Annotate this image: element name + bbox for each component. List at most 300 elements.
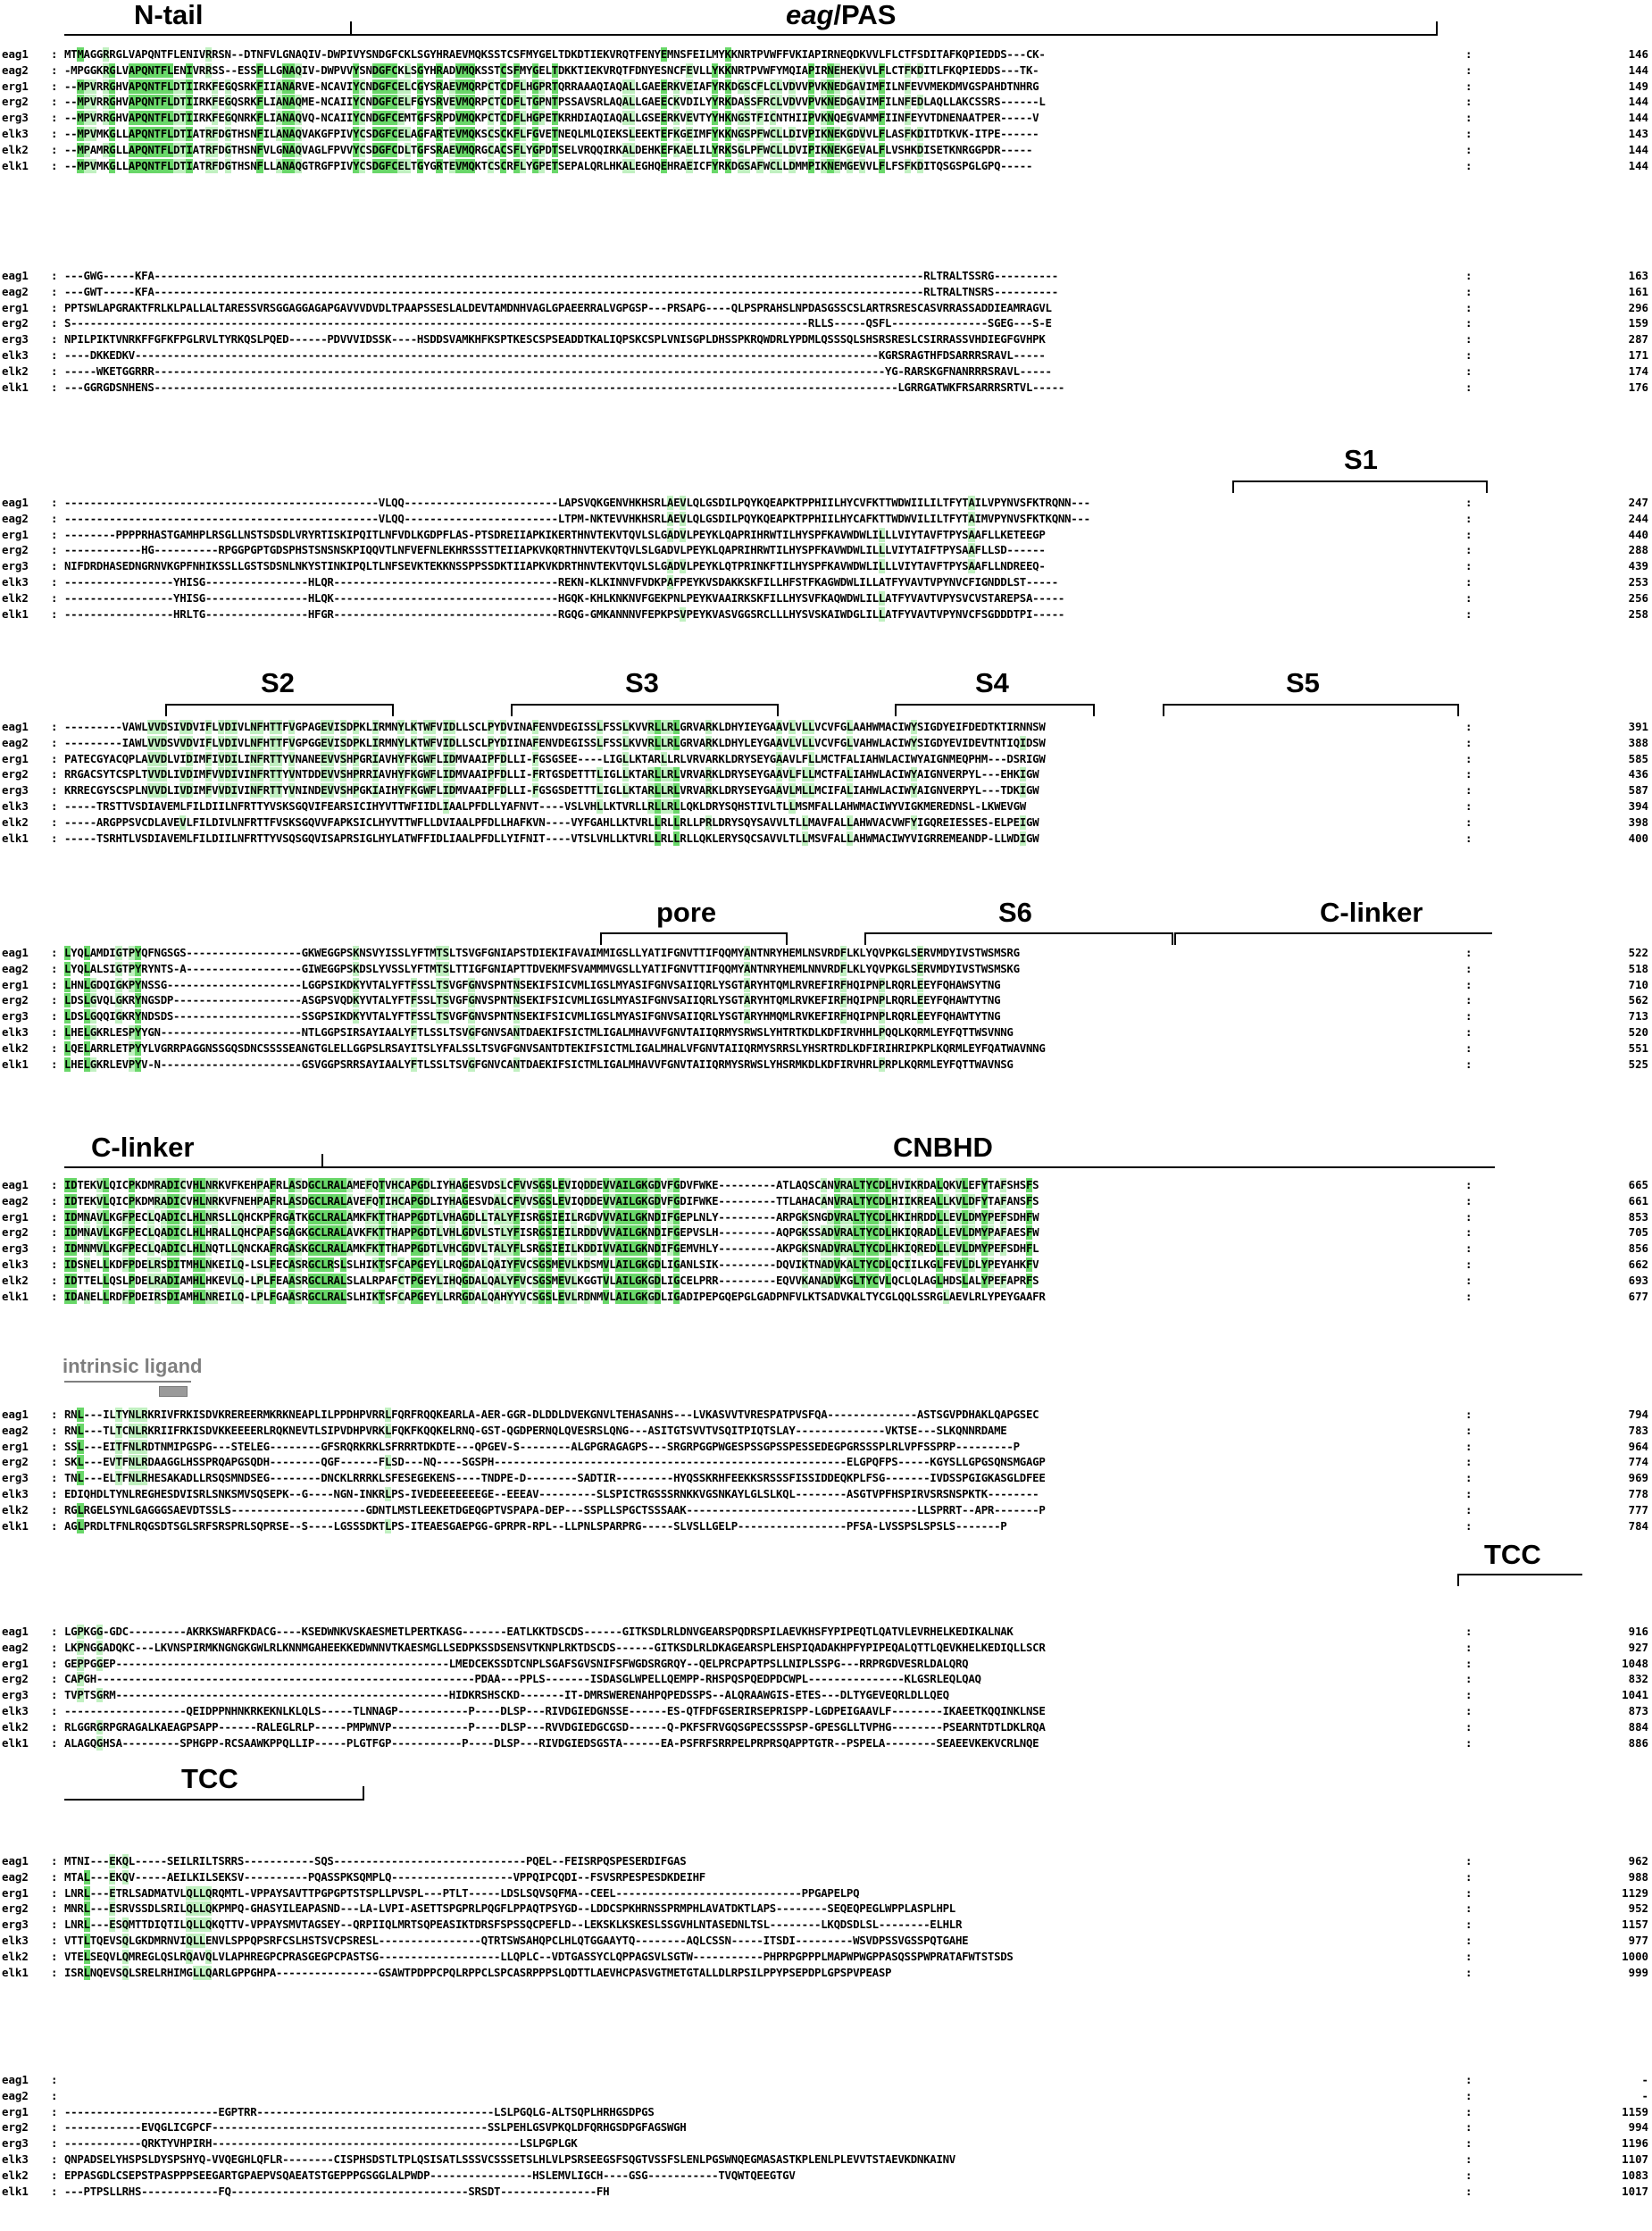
sequence-name: erg1 — [2, 300, 29, 314]
separator: : — [1465, 348, 1473, 362]
alignment-row — [0, 1965, 1652, 1981]
ntail-bar — [64, 34, 350, 36]
tcc2-tick — [363, 1786, 364, 1799]
alignment-row — [0, 1687, 1652, 1703]
separator: : — [51, 815, 58, 829]
alignment-row — [0, 94, 1652, 110]
residue-count: 394 — [1628, 799, 1648, 813]
separator: : — [1465, 127, 1473, 140]
separator: : — [1465, 332, 1473, 347]
separator: : — [1465, 2168, 1473, 2182]
clinker-bar — [1174, 932, 1492, 934]
separator: : — [51, 158, 58, 172]
separator: : — [1465, 1423, 1473, 1437]
sequence-name: elk2 — [2, 1949, 29, 1963]
residue-count: 258 — [1628, 606, 1648, 621]
pore-label: pore — [656, 897, 717, 928]
sequence-name: erg3 — [2, 2136, 29, 2151]
sequence-text: ------------QRKTYVHPIRH------------------------------------------------LSLPGPLGK — [64, 2136, 578, 2151]
sequence-name: erg2 — [2, 1672, 29, 1686]
alignment-row — [0, 495, 1652, 511]
sequence-text: LNRL---ESQMTTDIQTILQLLQKQTTV-VPPAYSMVTAGSEY--QRPIIQLMRTSQPEASIKTDRSFSPSSQCPEFLD--LEKSKLKSKESLSSGVHLNTASEDNLTSL--------LKQDSDLSL--------ELHLR — [64, 1918, 963, 1932]
separator: : — [1465, 1009, 1473, 1024]
sequence-text: PATECGYACQPLAVVDLVIDIMFIVDILINFRTTYVNANEEVVSHPGRIAVHYFKGWFLIDMVAAIPFDLLI-FGSGSEE----LIGLLKTARLLRLVRVARKLDRYSEYGAAVLFLLMCTFALIAHWLACIWYAIGNMEQPHM---DSRIGW — [64, 751, 1046, 765]
residue-count: 856 — [1628, 1241, 1648, 1256]
residue-count: 977 — [1628, 1934, 1648, 1947]
sequence-text: --MPVRRGHVAPQNTFLDTIIRKFEGQSRKFLIANAQME-NCAIIYCNDGFCELFGYSRVEVMQRPCTCDFLTGPNTPSSAVSRLAQALLGAEECKVDILYYRKDASSFRCLVDVVPVKNEDGAVIMFILNFEDLAQLLAKCSSRS------L — [64, 95, 1046, 109]
sequence-name: elk2 — [2, 363, 29, 378]
sequence-text: LKPNGGADQKC---LKVNSPIRMKNGNGKGWLRLKNNMGAHEEKKEDWNNVTKAESMGLLSEDPKSSDSENSVTKNPLRKTDSCDS------GITKSDLRLDKAGEARSPLEHSPIQADAKHPFYPIPEQALQTTLQEVKHELKEDIQLLSCR — [64, 1640, 1046, 1654]
residue-count: 774 — [1628, 1455, 1648, 1469]
s2-label: S2 — [261, 667, 295, 698]
separator: : — [51, 332, 58, 347]
separator: : — [51, 1949, 58, 1963]
sequence-name: erg2 — [2, 767, 29, 781]
sequence-name: elk2 — [2, 1719, 29, 1734]
sequence-text: RNL---TLTCNLRKRIIFRKISDVKKEEEERLRQKNEVTLSIPVDHPVRKLFQKFKQQKELRNQ-GST-QGDPERNQLQVESRSLQNG---ASITGTSVVTVSQITPIQTSLAY--------------VKTSE---SLKQNNRDAME — [64, 1423, 1007, 1437]
separator: : — [1465, 1273, 1473, 1287]
separator: : — [51, 961, 58, 975]
separator: : — [1465, 735, 1473, 749]
sequence-text: ISRLNQEVSQLSRELRHIMGLLQARLGPPGHPA----------------GSAWTPDPPCPQLRPPCLSPCASRPPPSLQDTTLAEVHCPASVGTMETGTALLDLRPSILPPYPSEPDPLGPSPVPEASP — [64, 1965, 892, 1979]
residue-count: 999 — [1628, 1965, 1648, 1979]
sequence-name: erg2 — [2, 2120, 29, 2135]
pore-tick-left — [600, 932, 602, 945]
residue-count: 784 — [1628, 1518, 1648, 1533]
sequence-name: elk2 — [2, 590, 29, 605]
separator: : — [1465, 1025, 1473, 1039]
alignment-row — [0, 2119, 1652, 2135]
sequence-text: ----DKKEDKV--------------------------------------------------------------------------------------------------------------------KGRSRAGTHFDSARRRSRAVL----- — [64, 348, 1046, 362]
residue-count: 144 — [1628, 142, 1648, 156]
clinker2-label: C-linker — [91, 1132, 195, 1163]
separator: : — [1465, 1408, 1473, 1421]
residue-count: 146 — [1628, 47, 1648, 61]
alignment-row — [0, 1470, 1652, 1486]
residue-count: 256 — [1628, 590, 1648, 605]
separator: : — [51, 1656, 58, 1670]
residue-count: 853 — [1628, 1209, 1648, 1224]
separator: : — [51, 2168, 58, 2182]
separator: : — [1465, 1057, 1473, 1071]
sequence-text: -------------------QEIDPPNHNKRKEKNLKLQLS-----TLNNAGP-----------P----DLSP---RIVDGIEDGNSSE------ES-QTFDFGSERIRSEPRISPP-LGDPEIGAAVLF--------IKAEETKQQINKLNSE — [64, 1704, 1046, 1717]
pas-label: /PAS — [833, 0, 897, 30]
sequence-name: elk3 — [2, 1487, 29, 1500]
separator: : — [51, 95, 58, 109]
residue-count: 551 — [1628, 1040, 1648, 1055]
separator: : — [1465, 1854, 1473, 1868]
sequence-name: erg3 — [2, 1241, 29, 1256]
separator: : — [51, 1455, 58, 1469]
sequence-text: MTAL---EKQV-----AEILKILSEKSV----------PQASSPKSQMPLQ-------------------VPPQIPCQDI--FSVSRPESPESDKDEIHF — [64, 1869, 705, 1884]
separator: : — [51, 1423, 58, 1437]
separator: : — [1465, 284, 1473, 298]
separator: : — [1465, 1455, 1473, 1469]
separator: : — [1465, 1040, 1473, 1055]
sequence-text: ---PTPSLLRHS------------FQ-------------------------------------SRSDT---------------FH — [64, 2184, 610, 2198]
alignment-row — [0, 558, 1652, 574]
sequence-text: -----------------HRLTG----------------HFGR-----------------------------------RGQG-GMKANNNVFEPKPSVPEYKVASVGGSRCLLLHYSVSKAIWDGLILLATFYVAVTVPYNVCFSGDDDTPI----- — [64, 606, 1065, 621]
separator: : — [1465, 977, 1473, 991]
alignment-row — [0, 284, 1652, 300]
alignment-row — [0, 1933, 1652, 1949]
separator: : — [1465, 142, 1473, 156]
separator: : — [51, 47, 58, 61]
alignment-row — [0, 158, 1652, 174]
separator: : — [1465, 1258, 1473, 1271]
alignment-row — [0, 268, 1652, 284]
sequence-text: NIFDRDHASEDNGRNVKGPFNHIKSSLLGSTSDSNLNKYSTINKIPQLTLNFSEVKTEKKNSSPPSSDKTIIAPKVKDRTHNVTEKVTQVLSLGADVLPEYKLQTPRINKFTILHYSPFKAVWDWLILLLVIYTAVFTPYSAAFLLNDREEQ- — [64, 559, 1046, 573]
sequence-name: eag2 — [2, 63, 29, 77]
separator: : — [1465, 783, 1473, 798]
separator: : — [51, 1934, 58, 1947]
residue-count: 388 — [1628, 735, 1648, 749]
residue-count: 144 — [1628, 63, 1648, 77]
sequence-text: AGLPRDLTFNLRQGSDTSGLSRFSRSPRLSQPRSE--S----LGSSSDKTLPS-ITEAESGAEPGG-GPRPR-RPL--LLPNLSPARPRG-----SLVSLLGELP-----------------PFSA-LVSSPSLSPSLS-------P — [64, 1518, 1007, 1533]
sequence-name: eag2 — [2, 961, 29, 975]
separator: : — [1465, 720, 1473, 733]
sequence-text: CAPGH-----------------------------------------------------------PDAA---PPLS-------ISDASGLWPELLQEMPP-RHSPQSPQEDPDCWPL---------------KLGSRLEQLQAQ — [64, 1672, 981, 1686]
separator: : — [51, 1025, 58, 1039]
cnbhd-label: CNBHD — [893, 1132, 993, 1163]
separator: : — [51, 1502, 58, 1517]
separator: : — [1465, 1178, 1473, 1191]
alignment-row — [0, 798, 1652, 815]
alignment-row — [0, 945, 1652, 961]
alignment-row — [0, 1057, 1652, 1073]
residue-count: 247 — [1628, 496, 1648, 509]
residue-count: 662 — [1628, 1258, 1648, 1271]
residue-count: 705 — [1628, 1225, 1648, 1240]
residue-count: 1107 — [1622, 2152, 1648, 2166]
residue-count: 1196 — [1622, 2136, 1648, 2151]
separator: : — [51, 1487, 58, 1500]
sequence-name: eag1 — [2, 946, 29, 959]
alignment-row — [0, 961, 1652, 977]
separator: : — [51, 590, 58, 605]
sequence-name: erg3 — [2, 1009, 29, 1024]
residue-count: - — [1641, 2073, 1648, 2086]
separator: : — [1465, 158, 1473, 172]
separator: : — [1465, 95, 1473, 109]
intrinsic-ligand-label: intrinsic ligand — [63, 1355, 203, 1377]
separator: : — [51, 63, 58, 77]
alignment-row — [0, 1177, 1652, 1193]
sequence-text: TVPTSGRM----------------------------------------------------HIDKRSHSCKD-------IT-DMRSWERENAHPQPEDSSPS--ALQRAAWGIS-ETES---DLTYGEVEQRLDLLQEQ — [64, 1688, 949, 1702]
separator: : — [1465, 1688, 1473, 1702]
ntail-tick — [350, 21, 352, 34]
sequence-name: eag1 — [2, 1625, 29, 1638]
separator: : — [1465, 363, 1473, 378]
s6-label: S6 — [998, 897, 1032, 928]
separator: : — [1465, 1965, 1473, 1979]
residue-count: 988 — [1628, 1869, 1648, 1884]
sequence-name: elk1 — [2, 1057, 29, 1071]
residue-count: 832 — [1628, 1672, 1648, 1686]
alignment-row — [0, 1209, 1652, 1225]
sequence-name: erg2 — [2, 95, 29, 109]
alignment-row — [0, 1024, 1652, 1040]
sequence-name: erg3 — [2, 111, 29, 125]
separator: : — [51, 1672, 58, 1686]
alignment-row — [0, 831, 1652, 847]
separator: : — [1465, 511, 1473, 525]
separator: : — [1465, 1471, 1473, 1485]
separator: : — [51, 1625, 58, 1638]
alignment-row — [0, 977, 1652, 993]
sequence-text: LYQLAMDIGTPYQFNGSGS------------------GKWEGGPSKNSVYISSLYFTMTSLTSVGFGNIAPSTDIEKIFAVAIMMIGSLLYATIFGNVTTIFQQMYANTNRYHEMLNSVRDFLKLYQVPKGLSERVMDYIVSTWSMSRG — [64, 946, 1020, 959]
alignment-row — [0, 2072, 1652, 2088]
s3-tick-right — [777, 704, 779, 716]
sequence-name: elk2 — [2, 142, 29, 156]
sequence-name: erg3 — [2, 332, 29, 347]
sequence-name: erg1 — [2, 527, 29, 541]
separator: : — [1465, 1640, 1473, 1654]
alignment-row — [0, 1853, 1652, 1869]
alignment-row — [0, 782, 1652, 798]
separator: : — [1465, 559, 1473, 573]
residue-count: 562 — [1628, 993, 1648, 1007]
sequence-name: erg2 — [2, 993, 29, 1007]
sequence-text: -MPGGKRGLVAPQNTFLENIVRRSS--ESSFLLGNAQIV-DWPVVYSNDGFCKLSGYHRADVMQKSSTCSFMYGELTDKKTIEKVRQTFDNYESNCFEVLLYKKNRTPVWFYMQIAPIRNEHEKVVLFLCTFKDITLFKQPIEDDS---TK- — [64, 63, 1039, 77]
separator: : — [51, 1854, 58, 1868]
alignment-row — [0, 542, 1652, 558]
residue-count: 873 — [1628, 1704, 1648, 1717]
separator: : — [51, 606, 58, 621]
residue-count: 439 — [1628, 559, 1648, 573]
sequence-name: erg2 — [2, 543, 29, 557]
sequence-name: eag1 — [2, 496, 29, 509]
alignment-row — [0, 1008, 1652, 1024]
sequence-name: elk3 — [2, 348, 29, 362]
sequence-text: KRRECGYSCSPLNVVDLIVDIMFVVDIVINFRTTYVNINDEVVSHPGKIAIHYFKGWFLIDMVAAIPFDLLI-FGSGSDETTTLIGLLKTARLLRLVRVARKLDRYSEYGAAVLMLLMCIFALIAHWLACIWYAIGNVERPYL---TDKIGW — [64, 783, 1039, 798]
sequence-text: --MPVRRGHVAPQNTFLDTIIRKFEGQNRKFLIANAQVQ-NCAIIYCNDGFCEMTGFSRPDVMQKPCTCDFLHGPETKRHDIAQIAQALLGSEERKVEVTYYHKNGSTFICNTHIIPVKNQEGVAMMFIINFEYVTDNENAATPER-----V — [64, 111, 1039, 125]
sequence-name: elk1 — [2, 2184, 29, 2198]
sequence-name: erg2 — [2, 1901, 29, 1916]
residue-count: 884 — [1628, 1719, 1648, 1734]
separator: : — [1465, 300, 1473, 314]
clinker-tick-left — [1174, 932, 1176, 945]
separator: : — [1465, 1704, 1473, 1717]
sequence-text: LHELGKRLESPYYGN----------------------NTLGGPSIRSAYIAALYFTLSSLTSVGFGNVSANTDAEKIFSICTMLIGALMHAVVFGNVTAIIQRMYSRWSLYHTRTKDLKDFIRVHHLPQQLKQRMLEYFQTTWSVNNG — [64, 1025, 1014, 1039]
sequence-name: elk2 — [2, 1040, 29, 1055]
alignment-row — [0, 380, 1652, 396]
sequence-name: erg2 — [2, 1455, 29, 1469]
sequence-name: eag2 — [2, 1869, 29, 1884]
separator: : — [1465, 1225, 1473, 1240]
residue-count: 143 — [1628, 127, 1648, 140]
sequence-text: -----WKETGGRRR------------------------------------------------------------------------------------------------------------------YG-RARSKGFNANRRRSRAVL----- — [64, 363, 1052, 378]
residue-count: 391 — [1628, 720, 1648, 733]
separator: : — [51, 559, 58, 573]
residue-count: 994 — [1628, 2120, 1648, 2135]
sequence-text: RRGACSYTCSPLTVVDLIVDIMFVVDIVINFRTTYVNTDDEVVSHPRRIAVHYFKGWFLIDMVAAIPFDLLI-FRTGSDETTTLIGLLKTARLLRLVRVARKLDRYSEYGAAVLFLLMCTFALIAHWLACIWYAIGNVERPYL---EHKIGW — [64, 767, 1039, 781]
separator: : — [1465, 1209, 1473, 1224]
alignment-row — [0, 1703, 1652, 1719]
residue-count: 296 — [1628, 300, 1648, 314]
sequence-text: IDTEKVLQICPKDMRADICVHLNRKVFNEHPAFRLASDGCLRALAVEFQTIHCAPGDLIYHAGESVDALCFVVSGSLEVIQDDEVVAILGKGDVFGDIFWKE---------TTLAHACANVRALTYCDLHIIKREALLKVLDFYTAFANSFS — [64, 1193, 1039, 1207]
separator: : — [1465, 2184, 1473, 2198]
sequence-text: LHNLGDQIGKPYNSSG---------------------LGGPSIKDKYVTALYFTFSSLTSVGFGNVSPNTNSEKIFSICVMLIGSLMYASIFGNVSAIIQRLYSGTARYHTQMLRVREFIRFHQIPNPLRQRLEEYFQHAWSYTNG — [64, 977, 1001, 991]
s3-tick-left — [511, 704, 513, 716]
residue-count: 436 — [1628, 767, 1648, 781]
alignment-row — [0, 1719, 1652, 1735]
sequence-name: elk3 — [2, 2152, 29, 2166]
alignment-row — [0, 1901, 1652, 1917]
alignment-row — [0, 1949, 1652, 1965]
separator: : — [1465, 47, 1473, 61]
sequence-text: ------------------------EGPTRR-------------------------------------LSLPGQLG-ALTSQPLHRHGSDPGS — [64, 2104, 655, 2118]
sequence-name: erg1 — [2, 1656, 29, 1670]
separator: : — [51, 1040, 58, 1055]
residue-count: 144 — [1628, 95, 1648, 109]
residue-count: 962 — [1628, 1854, 1648, 1868]
residue-count: 161 — [1628, 284, 1648, 298]
separator: : — [51, 1918, 58, 1932]
alignment-row — [0, 511, 1652, 527]
residue-count: 777 — [1628, 1502, 1648, 1517]
alignment-row — [0, 2152, 1652, 2168]
sequence-text: -----TRSTTVSDIAVEMLFILDIILNFRTTYVSKSGQVIFEARSICIHYVTTWFIIDLIAALPFDLLYAFNVT----VSLVHLLKTVRLLRLLRLLQKLDRYSQHSTIVLTLLMSMFALLAHWMACIWYVIGKMEREDNSL-LKWEVGW — [64, 799, 1026, 813]
sequence-name: elk2 — [2, 2168, 29, 2182]
alignment-row — [0, 126, 1652, 142]
residue-count: 964 — [1628, 1439, 1648, 1453]
sequence-text: ------------EVQGLICGPCF-------------------------------------------SSLPEHLGSVPKQLDFQRHGSDPGFAGSWGH — [64, 2120, 687, 2135]
alignment-row — [0, 735, 1652, 751]
separator: : — [1465, 1949, 1473, 1963]
sequence-name: eag2 — [2, 511, 29, 525]
alignment-row — [0, 1454, 1652, 1470]
sequence-name: elk2 — [2, 1273, 29, 1287]
s2-tick-left — [165, 704, 167, 716]
separator: : — [51, 1719, 58, 1734]
sequence-text: LGPKGG-GDC---------AKRKSWARFKDACG----KSEDWNKVSKAESMETLPERTKASG-------EATLKKTDSCDS------GITKSDLRLDNVGEARSPQDRSPILAEVKHSFYPIPEQTLQATVLEVRHELKEDIKALNAK — [64, 1625, 1014, 1638]
sequence-text: LNRL---ETRLSADMATVLQLLQRQMTL-VPPAYSAVTTPGPGPTSTSPLLPVSPL---PTLT-----LDSLSQVSQFMA--CEEL-----------------------------PPGAPELPQ — [64, 1885, 860, 1900]
intrinsic-ligand-marker — [159, 1386, 188, 1397]
separator: : — [1465, 63, 1473, 77]
residue-count: 952 — [1628, 1901, 1648, 1916]
alignment-row — [0, 1289, 1652, 1305]
sequence-text: IDSNELLKDFPDELRSDITMHLNKEILQ-LSLFECASRGCLRSLSLHIKTSFCAPGEYLLRQGDALQAIYFVCSGSMEVLKDSMVLAILGKGDLIGANLSIK---------DQVIKTNADVKALTYCDLQCIILKGLFEVLDLYPEYAHKFV — [64, 1258, 1039, 1271]
sequence-name: eag1 — [2, 1408, 29, 1421]
residue-count: 171 — [1628, 348, 1648, 362]
separator: : — [1465, 111, 1473, 125]
residue-count: 144 — [1628, 158, 1648, 172]
sequence-name: erg3 — [2, 783, 29, 798]
residue-count: 783 — [1628, 1423, 1648, 1437]
s5-tick-left — [1163, 704, 1164, 716]
residue-count: 927 — [1628, 1640, 1648, 1654]
sequence-name: elk1 — [2, 1965, 29, 1979]
sequence-text: SSL---EITFNLRDTNMIPGSPG---STELEG--------GFSRQRKRKLSFRRRTDKDTE---QPGEV-S--------ALGPGRAGAGPS---SRGRPGGPWGESPSSGPSSPESSEDEGPGRSSSPLRLVPFSSPRP---------P — [64, 1439, 1020, 1453]
residue-count: 525 — [1628, 1057, 1648, 1071]
separator: : — [1465, 1625, 1473, 1638]
separator: : — [1465, 2152, 1473, 2166]
residue-count: 693 — [1628, 1273, 1648, 1287]
sequence-text: TNL---ELTFNLRHESAKADLLRSQSMNDSEG--------DNCKLRRRKLSFESEGEKENS----TNDPE-D--------SADTIR---------HYQSSKRHFEEKKSRSSSFISSIDDEQKPLFSG-------IVDSSPGIGKASGLDFEE — [64, 1471, 1046, 1485]
alignment-row — [0, 142, 1652, 158]
sequence-text: EDIQHDLTYNLREGHESDVISRLSNKSMVSQSEPK--G----NGN-INKRLPS-IVEDEEEEEEEGE--EEEAV---------SLSPICTRGSSSRNKKVGSNKAYLGLSLKQL--------ASGTVPFHSPIRVSRSNSPKTK-------- — [64, 1487, 1039, 1500]
separator: : — [51, 527, 58, 541]
residue-count: 174 — [1628, 363, 1648, 378]
separator: : — [51, 142, 58, 156]
residue-count: 969 — [1628, 1471, 1648, 1485]
residue-count: 522 — [1628, 946, 1648, 959]
sequence-name: erg1 — [2, 1885, 29, 1900]
residue-count: 778 — [1628, 1487, 1648, 1500]
sequence-text: ---GGRGDSNHENS--------------------------------------------------------------------------------------------------------------------LGRRGATWKFRSARRRSRTVL----- — [64, 380, 1065, 394]
alignment-row — [0, 315, 1652, 331]
sequence-name: eag2 — [2, 735, 29, 749]
sequence-text: QNPADSELYHSPSLDYSPSHYQ-VVQEGHLQFLR--------CISPHSDSTLTPLQSISATLSSSVCSSSETSLHLVLPSRSEEGSFSQGTVSSFSLENLPGSWNQEGMASASTKPLENLPLEVVTSTAEVKDNKAINV — [64, 2152, 955, 2166]
separator: : — [51, 1178, 58, 1191]
sequence-text: LYQLALSIGTPYRYNTS-A------------------GIWEGGPSKDSLYVSSLYFTMTSLTTIGFGNIAPTTDVEKMFSVAMMMVGSLLYATIFGNVTTIFQQMYANTNRYHEMLNNVRDFLKLYQVPKGLSERVMDYIVSTWSMSKG — [64, 961, 1020, 975]
s1-bar — [1232, 480, 1488, 482]
sequence-text: -------------------------------------------------VLQQ------------------------LAPSVQKGENVHKHSRLAEVLQLGSDILPQYKQEAPKTPPHIILHYCVFKTTWDWIILILTFYTAILVPYNVSFKTRQNN--- — [64, 496, 1090, 509]
residue-count: 886 — [1628, 1735, 1648, 1750]
sequence-text: S-------------------------------------------------------------------------------------------------------------------RLLS-----QSFL---------------SGEG---S-E — [64, 316, 1052, 330]
residue-count: 794 — [1628, 1408, 1648, 1421]
s1-tick-right — [1486, 480, 1488, 493]
sequence-text: MTMAGGRRGLVAPQNTFLENIVRRSN--DTNFVLGNAQIV-DWPIVYSNDGFCKLSGYHRAEVMQKSSTCSFMYGELTDKDTIEKVRQTFENYEMNSFEILMYKKNRTPVWFFVKIAPIRNEQDKVVLFLCTFSDITAFKQPIEDDS---CK- — [64, 47, 1046, 61]
separator: : — [51, 2136, 58, 2151]
separator: : — [1465, 1869, 1473, 1884]
alignment-row — [0, 1502, 1652, 1518]
alignment-row — [0, 1656, 1652, 1672]
separator: : — [51, 2120, 58, 2135]
alignment-row — [0, 606, 1652, 623]
sequence-name: erg1 — [2, 79, 29, 93]
separator: : — [51, 767, 58, 781]
sequence-name: elk3 — [2, 1025, 29, 1039]
separator: : — [51, 735, 58, 749]
separator: : — [51, 348, 58, 362]
alignment-row — [0, 110, 1652, 126]
sequence-name: eag2 — [2, 2088, 29, 2102]
separator: : — [51, 111, 58, 125]
separator: : — [51, 269, 58, 282]
s5-tick-right — [1457, 704, 1459, 716]
residue-count: 440 — [1628, 527, 1648, 541]
alignment-row — [0, 363, 1652, 380]
alignment-row — [0, 1224, 1652, 1241]
clinker2-tick — [321, 1154, 323, 1166]
residue-count: 1017 — [1622, 2184, 1648, 2198]
sequence-text: ---------IAWLVVDSVVDVIFLVDIVLNFHTTFVGPGGEVISDPKLIRMNYLKTWFVIDLLSCLPYDIINAFENVDEGISSLFSSLKVVRLLRLGRVARKLDHYLEYGAAVLVLLVCVFGLVAHWLACIWYSIGDYEVIDEVTNTIQIDSW — [64, 735, 1046, 749]
sequence-name: erg3 — [2, 559, 29, 573]
separator: : — [1465, 1672, 1473, 1686]
s4-bar — [895, 704, 1095, 706]
alignment-row — [0, 992, 1652, 1008]
residue-count: 587 — [1628, 783, 1648, 798]
alignment-row — [0, 347, 1652, 363]
residue-count: 287 — [1628, 332, 1648, 347]
separator: : — [1465, 527, 1473, 541]
sequence-name: elk3 — [2, 127, 29, 140]
sequence-text: LDSLGQQIGKRYNDSDS--------------------SSGPSIKDKYVTALYFTFSSLTSVGFGNVSPNTNSEKIFSICVMLIGSLMYASIFGNVSAIIQRLYSGTARYHMQMLRVKEFIRFHQIPNPLRQRLEEYFQHAWTYTNG — [64, 1009, 1001, 1024]
tcc2-bar — [64, 1799, 364, 1801]
residue-count: 400 — [1628, 831, 1648, 845]
sequence-text: --MPAMRGLLAPQNTFLDTIATRFDGTHSNFVLGNAQVAGLFPVVYCSDGFCDLTGFSRAEVMQRGCACSFLYGPDTSELVRQQIRKALDEHKEFKAELILYRKSGLPFWCLLDVIPIKNEKGEVALFLVSHKDISETKNRGGPDR----- — [64, 142, 1033, 156]
separator: : — [51, 1518, 58, 1533]
alignment-row — [0, 1273, 1652, 1289]
separator: : — [1465, 1934, 1473, 1947]
separator: : — [1465, 316, 1473, 330]
alignment-row — [0, 1885, 1652, 1901]
sequence-text: IDANELLRDFPDEIRSDIAMHLNREILQ-LPLFGAASRGCLRALSLHIKTSFCAPGEYLLRRGDALQAHYYVCSGSLEVLRDNMVLAILGKGDLIGADIPEPGQEPGLGADPNFVLKTSADVKALTYCGLQQLSSRGLAEVLRLYPEYGAAFR — [64, 1289, 1046, 1303]
separator: : — [51, 1885, 58, 1900]
separator: : — [51, 284, 58, 298]
